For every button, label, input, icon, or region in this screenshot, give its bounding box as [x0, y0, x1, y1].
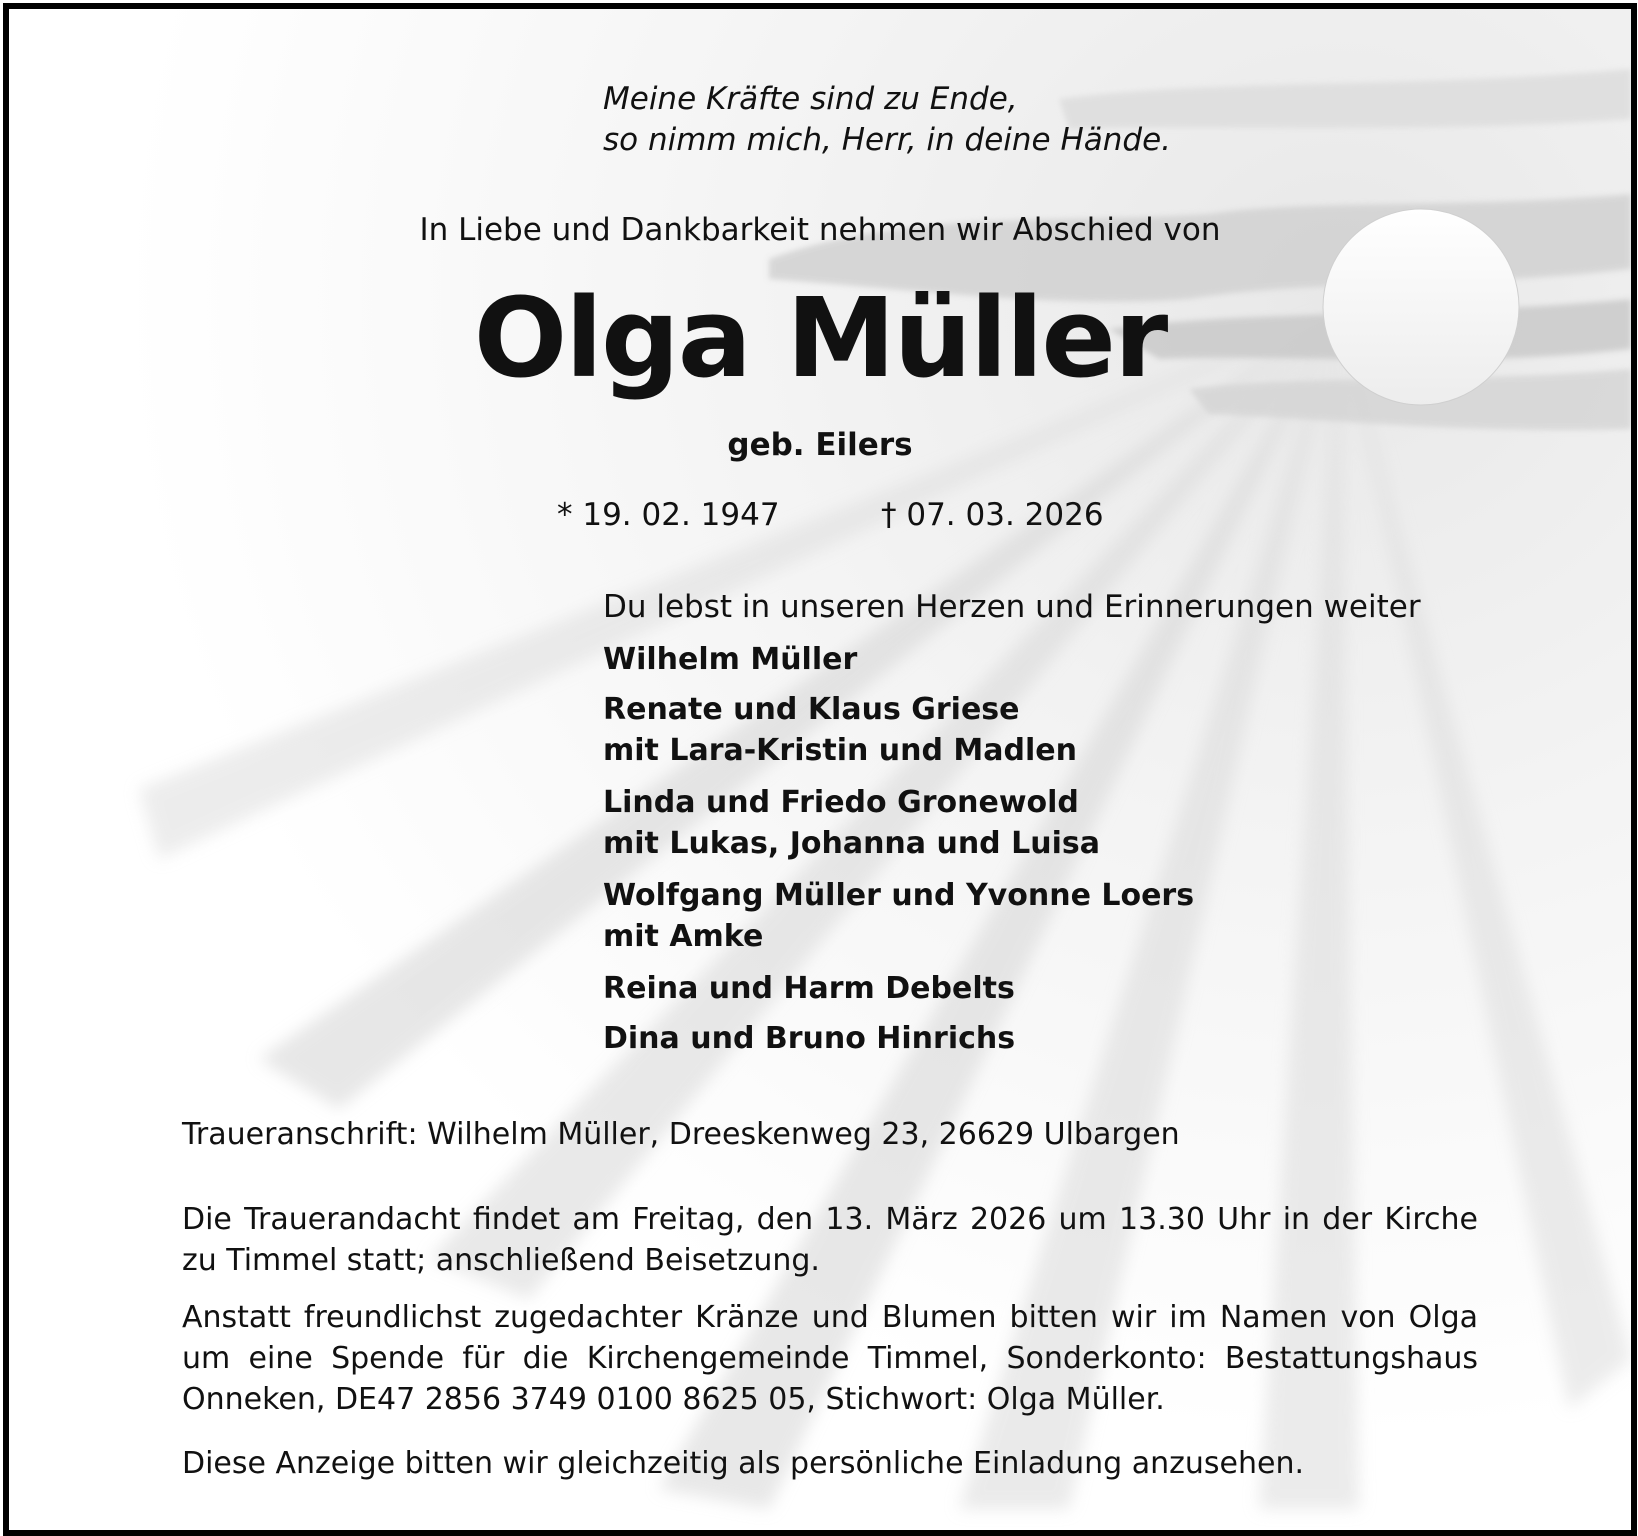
family-line: Wilhelm Müller — [603, 642, 858, 677]
poem-line: Meine Kräfte sind zu Ende, — [603, 81, 1018, 117]
donation-line: um eine Spende für die Kirchengemeinde Timmel, Sonderkonto: Bestattungshaus — [182, 1341, 1478, 1376]
poem — [603, 79, 1171, 161]
invitation-line: Diese Anzeige bitten wir gleichzeitig als persönliche Einladung anzusehen. — [182, 1446, 1304, 1481]
intro-text: In Liebe und Dankbarkeit nehmen wir Abschied von — [419, 212, 1221, 248]
maiden-name: geb. Eilers — [727, 427, 913, 463]
invitation-paragraph — [182, 1443, 1478, 1484]
family-line: Renate und Klaus Griese — [603, 692, 1020, 727]
donation-line: Onneken, DE47 2856 3749 0100 8625 05, Stichwort: Olga Müller. — [182, 1382, 1165, 1417]
donation-paragraph — [182, 1297, 1478, 1420]
family-entry — [603, 782, 1100, 864]
birth-date: * 19. 02. 1947 — [557, 497, 780, 533]
family-entry — [603, 875, 1194, 957]
donation-line: Anstatt freundlichst zugedachter Kränze und Blumen bitten wir im Namen von Olga — [182, 1300, 1478, 1335]
family-line: mit Amke — [603, 919, 764, 954]
family-entry — [603, 639, 857, 680]
family-line: mit Lukas, Johanna und Luisa — [603, 826, 1100, 861]
family-line: mit Lara-Kristin und Madlen — [603, 733, 1077, 768]
family-line: Linda und Friedo Gronewold — [603, 785, 1079, 820]
family-line: Dina und Bruno Hinrichs — [603, 1021, 1016, 1056]
deceased-name: Olga Müller — [473, 274, 1167, 402]
service-paragraph — [182, 1199, 1478, 1281]
family-entry — [603, 968, 1015, 1009]
mourning-line: Du lebst in unseren Herzen und Erinnerungen weiter — [603, 589, 1421, 625]
mourning-address: Traueranschrift: Wilhelm Müller, Dreeskenweg 23, 26629 Ulbargen — [182, 1117, 1180, 1152]
service-line: zu Timmel statt; anschließend Beisetzung. — [182, 1243, 820, 1278]
family-line: Reina und Harm Debelts — [603, 971, 1015, 1006]
family-entry — [603, 689, 1077, 771]
poem-line: so nimm mich, Herr, in deine Hände. — [603, 122, 1172, 158]
service-line: Die Trauerandacht findet am Freitag, den 13. März 2026 um 13.30 Uhr in der Kirche — [182, 1202, 1478, 1237]
obituary-frame — [3, 3, 1637, 1536]
family-line: Wolfgang Müller und Yvonne Loers — [603, 878, 1195, 913]
death-date: † 07. 03. 2026 — [881, 497, 1104, 533]
family-entry — [603, 1018, 1015, 1059]
